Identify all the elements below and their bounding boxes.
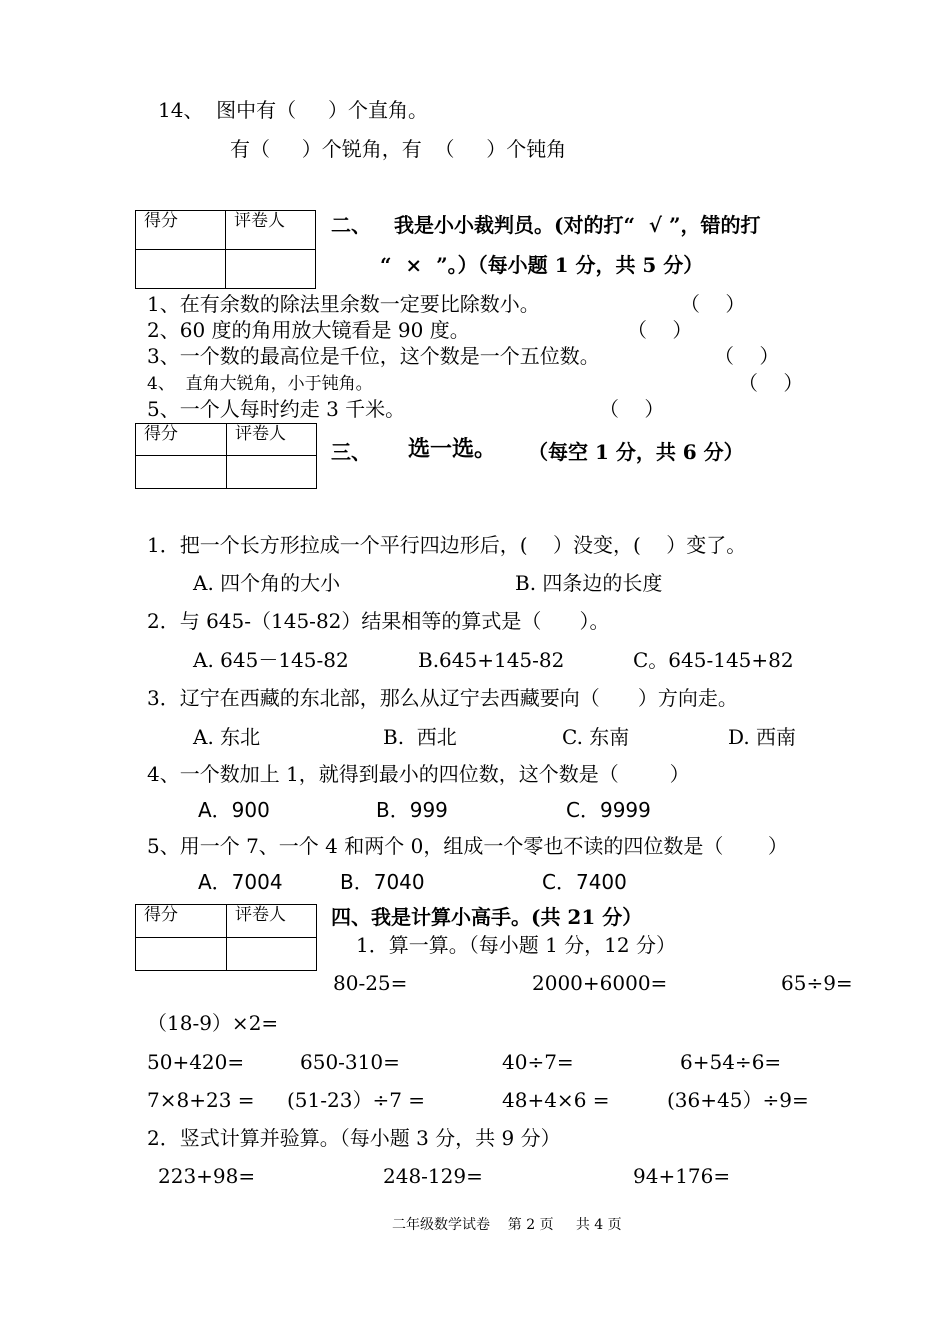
score-label: 得分: [136, 211, 226, 250]
choice-q1-option-b: B. 四条边的长度: [515, 571, 663, 595]
section2-heading-line1: 我是小小裁判员。(对的打“ √ ”，错的打: [394, 213, 761, 237]
judge-bracket-2: （ ）: [627, 318, 693, 342]
choice-q3-option-d: D. 西南: [728, 725, 797, 749]
calc-48-4x6: 48+4×6 =: [502, 1088, 610, 1112]
score-box: [135, 904, 317, 971]
score-cell: [136, 250, 226, 289]
judge-item-1: 1、在有余数的除法里余数一定要比除数小。: [147, 292, 540, 316]
calc-80-25: 80-25=: [333, 971, 408, 995]
choice-q1: 1．把一个长方形拉成一个平行四边形后，( ）没变，( ）变了。: [147, 533, 747, 557]
vertical-calc-94-176: 94+176=: [633, 1164, 731, 1188]
score-cell: [136, 456, 227, 489]
choice-q5: 5、用一个 7、一个 4 和两个 0，组成一个零也不读的四位数是（ ）: [147, 834, 788, 858]
choice-q4-option-b: B．999: [376, 798, 448, 822]
choice-q2: 2．与 645-（145-82）结果相等的算式是（ ）。: [147, 609, 610, 633]
calc-7x8-23: 7×8+23 =: [147, 1088, 255, 1112]
score-box: [135, 423, 317, 489]
calc-650-310: 650-310=: [300, 1050, 400, 1074]
choice-q4: 4、一个数加上 1，就得到最小的四位数，这个数是（ ）: [147, 762, 690, 786]
calc-51-23-div-7: (51-23）÷7 =: [287, 1088, 426, 1112]
choice-q4-option-c: C．9999: [566, 798, 651, 822]
judge-item-5: 5、一个人每时约走 3 千米。: [147, 397, 406, 421]
calc-65-div-9: 65÷9=: [781, 971, 853, 995]
grader-cell: [226, 250, 316, 289]
grader-label: 评卷人: [227, 424, 317, 456]
choice-q2-option-b: B.645+145-82: [418, 648, 565, 672]
choice-q3-option-b: B. 西北: [383, 725, 457, 749]
judge-bracket-5: （ ）: [599, 397, 665, 421]
judge-bracket-4: （ ）: [738, 371, 804, 395]
calc-50-420: 50+420=: [147, 1050, 245, 1074]
choice-q5-option-a: A．7004: [198, 870, 283, 894]
judge-item-2: 2、60 度的角用放大镜看是 90 度。: [147, 318, 470, 342]
grader-label: 评卷人: [227, 905, 317, 938]
q14-line1: 14、 图中有（ ）个直角。: [158, 98, 428, 122]
choice-q2-option-a: A. 645－145-82: [193, 648, 349, 672]
calc-18-9-times-2: （18-9）×2=: [147, 1011, 279, 1035]
q14-line2: 有（ ）个锐角，有 （ ）个钝角: [230, 137, 567, 161]
section2-heading-line2: “ × ”。）（每小题 1 分，共 5 分）: [380, 253, 704, 277]
judge-item-3: 3、一个数的最高位是千位，这个数是一个五位数。: [147, 344, 600, 368]
section3-title: 选一选。: [408, 437, 497, 462]
vertical-calc-223-98: 223+98=: [158, 1164, 256, 1188]
grader-cell: [227, 938, 317, 971]
score-box: [135, 210, 316, 289]
section4-heading: 四、我是计算小高手。(共 21 分）: [331, 905, 643, 929]
section3-number: 三、: [331, 440, 371, 464]
judge-item-4: 4、 直角大锐角，小于钝角。: [147, 374, 373, 394]
score-cell: [136, 938, 227, 971]
vertical-calc-248-129: 248-129=: [383, 1164, 483, 1188]
calc-40-div-7: 40÷7=: [502, 1050, 574, 1074]
choice-q3: 3．辽宁在西藏的东北部，那么从辽宁去西藏要向（ ）方向走。: [147, 686, 738, 710]
judge-bracket-3: （ ）: [714, 344, 780, 368]
choice-q5-option-b: B．7040: [340, 870, 425, 894]
grader-label: 评卷人: [226, 211, 316, 250]
choice-q5-option-c: C．7400: [542, 870, 627, 894]
choice-q3-option-c: C. 东南: [562, 725, 630, 749]
calc-6-54-div-6: 6+54÷6=: [680, 1050, 782, 1074]
page-footer: 二年级数学试卷 第 2 页 共 4 页: [392, 1217, 622, 1233]
choice-q3-option-a: A. 东北: [193, 725, 261, 749]
choice-q4-option-a: A．900: [198, 798, 270, 822]
choice-q1-option-a: A. 四个角的大小: [193, 571, 341, 595]
score-label: 得分: [136, 424, 227, 456]
grader-cell: [227, 456, 317, 489]
section4-sub2: 2．竖式计算并验算。（每小题 3 分，共 9 分）: [147, 1126, 561, 1150]
section4-sub1: 1．算一算。（每小题 1 分，12 分）: [356, 933, 676, 957]
calc-36-45-div-9: (36+45）÷9=: [667, 1088, 809, 1112]
judge-bracket-1: （ ）: [680, 292, 746, 316]
section2-number: 二、: [331, 213, 371, 237]
choice-q2-option-c: C。645-145+82: [633, 648, 794, 672]
calc-2000-6000: 2000+6000=: [532, 971, 668, 995]
section3-note: （每空 1 分，共 6 分）: [528, 440, 744, 464]
score-label: 得分: [136, 905, 227, 938]
